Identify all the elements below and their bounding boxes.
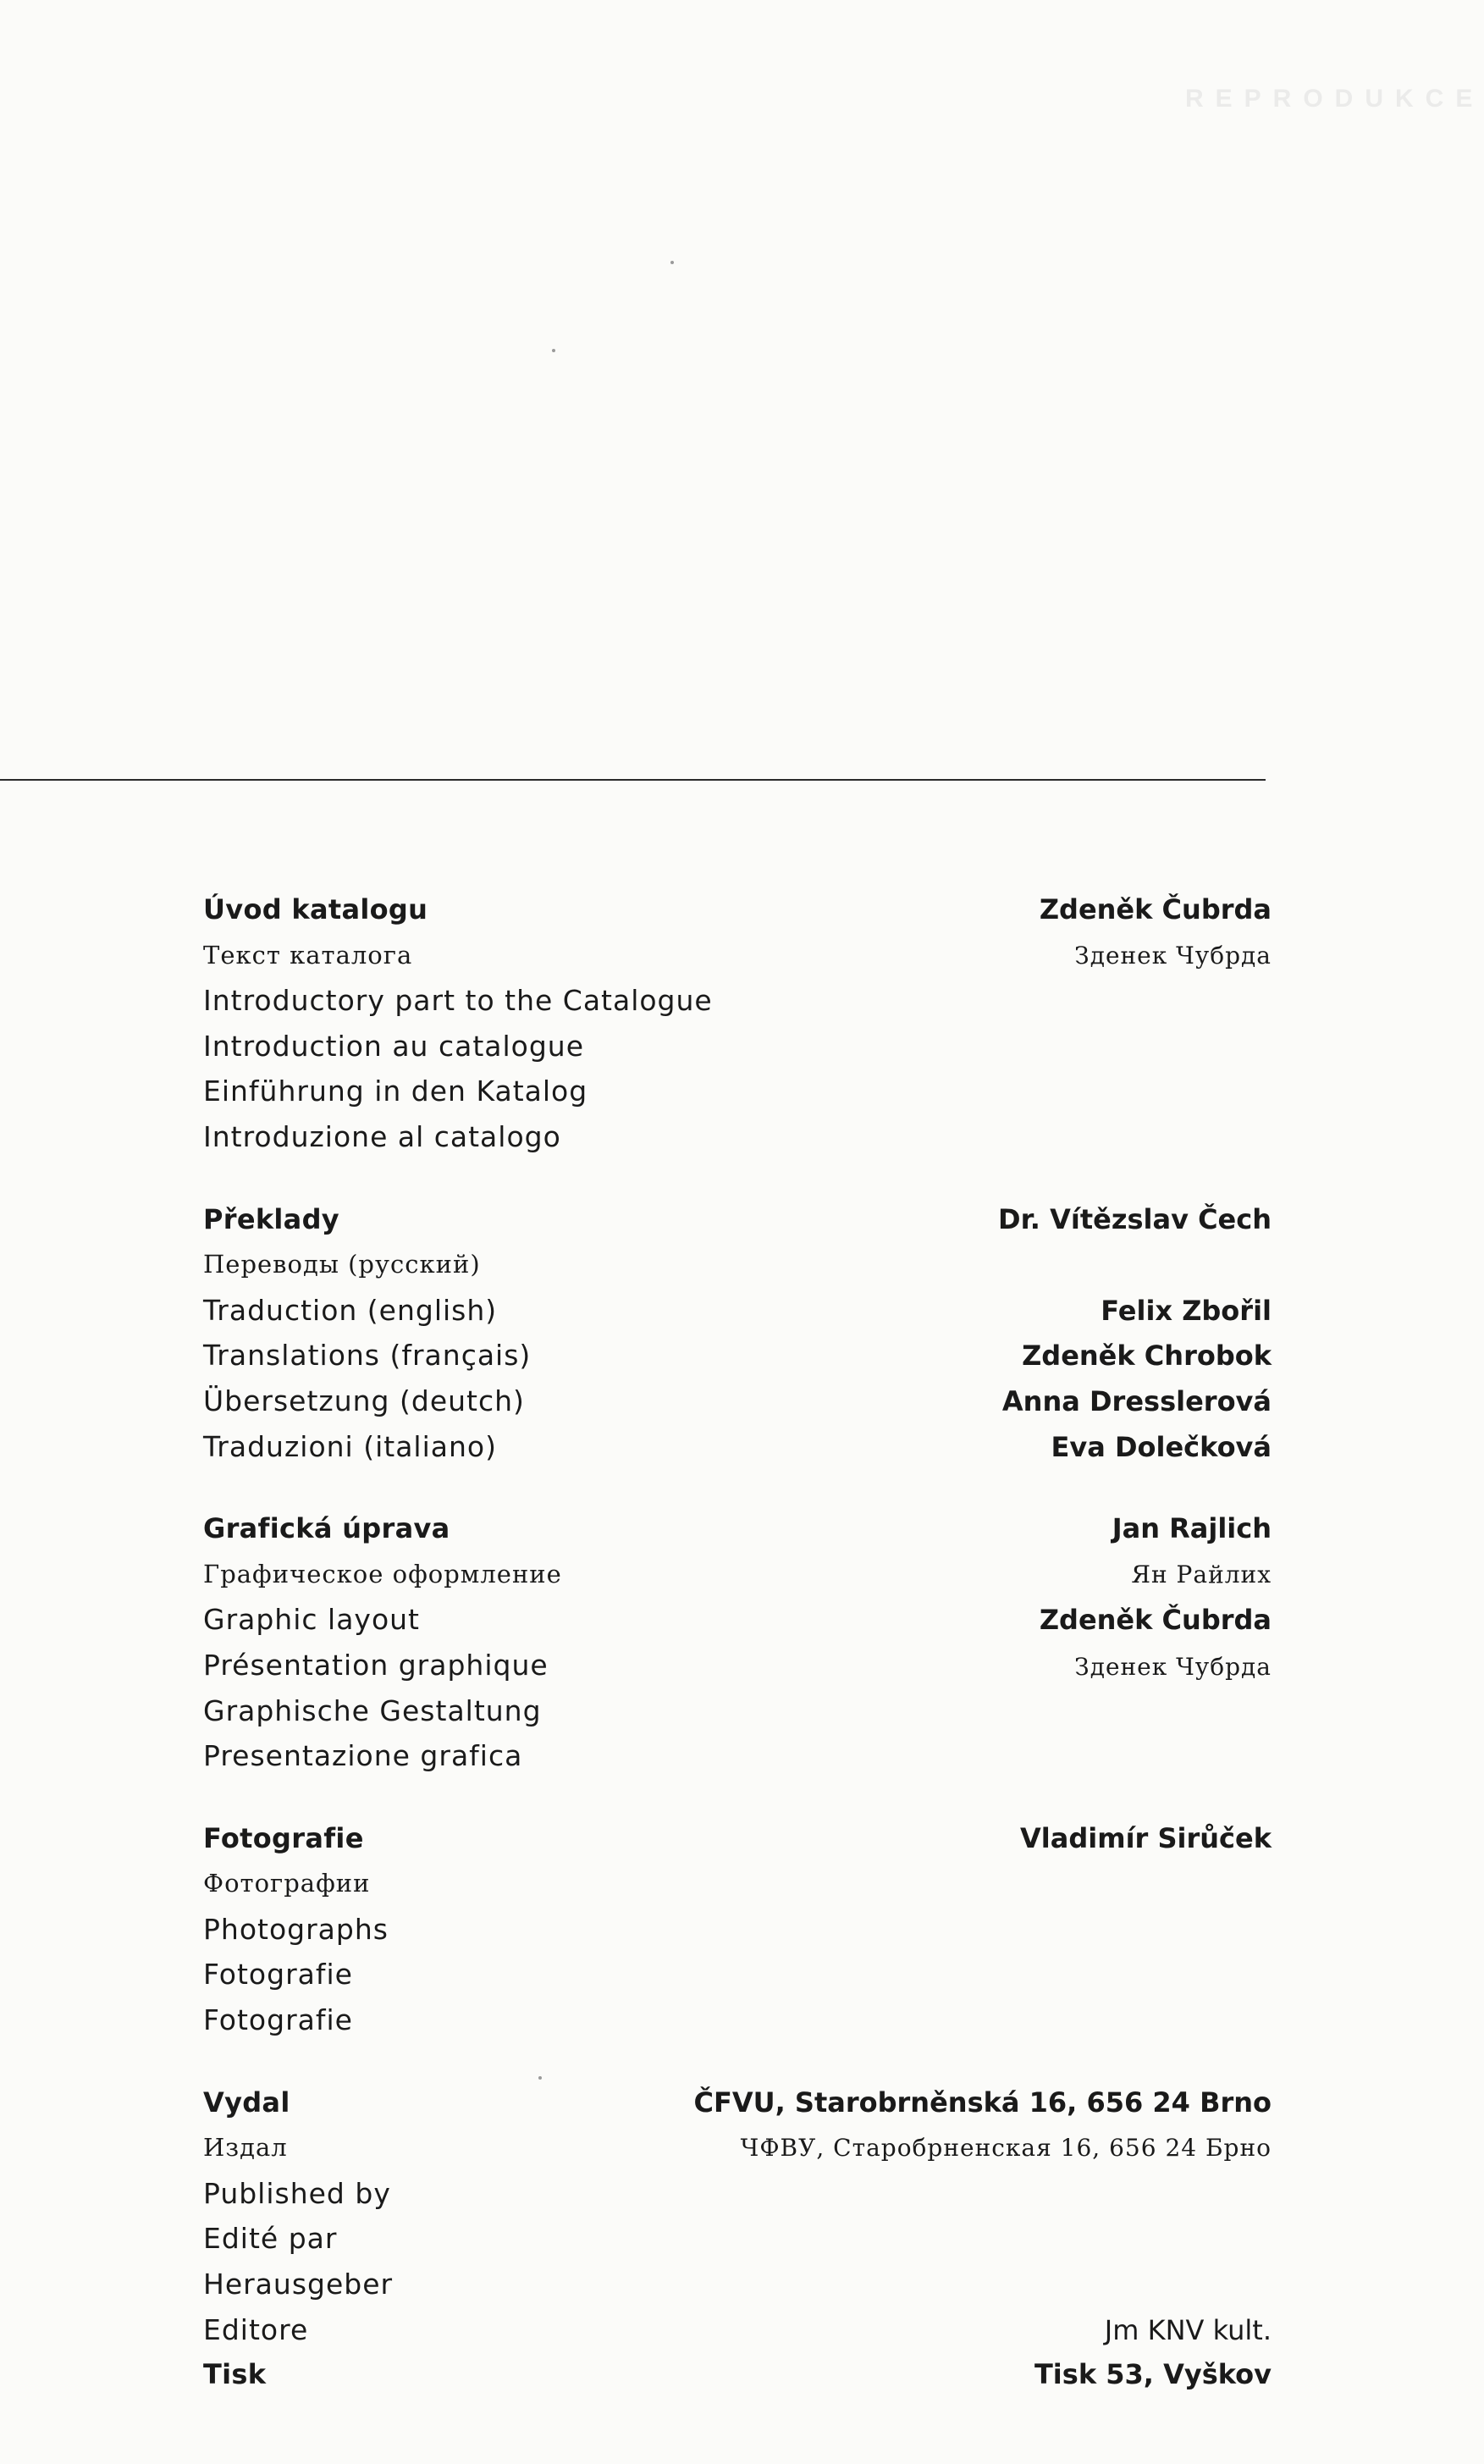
section-publisher (203, 2080, 1272, 2398)
heading-translation: Introduction au catalogue (203, 1029, 585, 1063)
credit-name: Vladimír Sirůček (1020, 1821, 1272, 1854)
heading-translation: Текст каталога (203, 940, 413, 970)
heading-translation: Edité par (203, 2222, 338, 2256)
section-heading: Fotografie (203, 1821, 364, 1854)
heading-translation: Translations (français) (203, 1339, 532, 1373)
heading-translation: Introduzione al catalogo (203, 1119, 561, 1153)
show-through-heading: REPRODUKCE (1185, 85, 1484, 113)
credit-name: Зденек Чубрда (1074, 1652, 1272, 1681)
section-heading: Překlady (203, 1202, 339, 1235)
credit-name: Zdeněk Čubrda (1039, 893, 1272, 925)
credit-row (203, 2080, 1272, 2126)
credit-row (203, 2171, 1272, 2217)
authorization-note: Jm KNV kult. (1104, 2313, 1272, 2346)
heading-translation: Graphische Gestaltung (203, 1693, 542, 1727)
credit-row (203, 1733, 1272, 1779)
credit-name: Zdeněk Čubrda (1039, 1604, 1272, 1637)
section-heading: Úvod katalogu (203, 893, 428, 925)
credit-row (203, 1424, 1272, 1470)
credit-row (203, 1643, 1272, 1688)
section-heading: Tisk (203, 2358, 267, 2391)
heading-translation: Introductory part to the Catalogue (203, 984, 713, 1018)
paper-speck (552, 349, 555, 352)
credit-row (203, 2125, 1272, 2171)
credit-name: Dr. Vítězslav Čech (998, 1202, 1272, 1235)
credit-row (203, 1952, 1272, 1997)
credits-block (203, 887, 1272, 2435)
paper-speck (670, 261, 674, 264)
credit-row (203, 1597, 1272, 1643)
credit-row (203, 1333, 1272, 1378)
printer-name: Tisk 53, Vyškov (1034, 2358, 1272, 2391)
credit-row (203, 2262, 1272, 2307)
credit-row (203, 1288, 1272, 1334)
section-heading: Vydal (203, 2086, 290, 2119)
section-photographs (203, 1816, 1272, 2043)
heading-translation: Traduction (english) (203, 1293, 498, 1327)
section-graphic-layout (203, 1506, 1272, 1779)
publisher-address: ЧФВУ, Старобрненская 16, 656 24 Брно (740, 2134, 1272, 2163)
credit-row (203, 1506, 1272, 1552)
credit-row (203, 2216, 1272, 2262)
heading-translation: Traduzioni (italiano) (203, 1429, 497, 1463)
publisher-address: ČFVU, Starobrněnská 16, 656 24 Brno (693, 2086, 1272, 2119)
credit-name: Ян Райлих (1131, 1560, 1272, 1588)
heading-translation: Übersetzung (deutch) (203, 1384, 525, 1417)
heading-translation: Editore (203, 2312, 309, 2346)
heading-translation: Herausgeber (203, 2268, 394, 2301)
credit-name: Jan Rajlich (1112, 1512, 1272, 1545)
credit-row (203, 1861, 1272, 1907)
credit-name: Anna Dresslerová (1001, 1384, 1272, 1417)
credit-row (203, 1242, 1272, 1288)
heading-translation: Издал (203, 2133, 288, 2163)
credit-row (203, 887, 1272, 933)
credit-row (203, 1197, 1272, 1243)
credit-name: Зденек Чубрда (1074, 941, 1272, 970)
heading-translation: Published by (203, 2176, 391, 2210)
credit-row (203, 1024, 1272, 1069)
credit-row (203, 1816, 1272, 1862)
credit-row (203, 1997, 1272, 2043)
heading-translation: Переводы (русский) (203, 1250, 481, 1279)
credit-row (203, 1688, 1272, 1734)
credit-name: Zdeněk Chrobok (1022, 1340, 1272, 1373)
heading-translation: Einführung in den Katalog (203, 1075, 588, 1108)
heading-translation: Фотографии (203, 1869, 371, 1898)
credit-name: Eva Dolečková (1051, 1430, 1272, 1463)
horizontal-rule (0, 779, 1266, 781)
section-translations (203, 1197, 1272, 1470)
heading-translation: Графическое оформление (203, 1559, 562, 1588)
heading-translation: Graphic layout (203, 1603, 420, 1637)
section-introduction (203, 887, 1272, 1160)
section-heading: Grafická úprava (203, 1512, 450, 1545)
heading-translation: Fotografie (203, 2003, 353, 2037)
credit-row (203, 1907, 1272, 1953)
credit-row (203, 1378, 1272, 1424)
heading-translation: Photographs (203, 1912, 389, 1946)
credit-row (203, 978, 1272, 1024)
credit-row (203, 1069, 1272, 1114)
heading-translation: Presentazione grafica (203, 1739, 523, 1773)
credit-row (203, 2307, 1272, 2353)
credit-row (203, 2352, 1272, 2398)
credit-row (203, 1552, 1272, 1598)
heading-translation: Présentation graphique (203, 1648, 549, 1682)
credit-name: Felix Zbořil (1101, 1294, 1272, 1327)
credit-row (203, 933, 1272, 979)
heading-translation: Fotografie (203, 1958, 353, 1992)
credit-row (203, 1114, 1272, 1160)
